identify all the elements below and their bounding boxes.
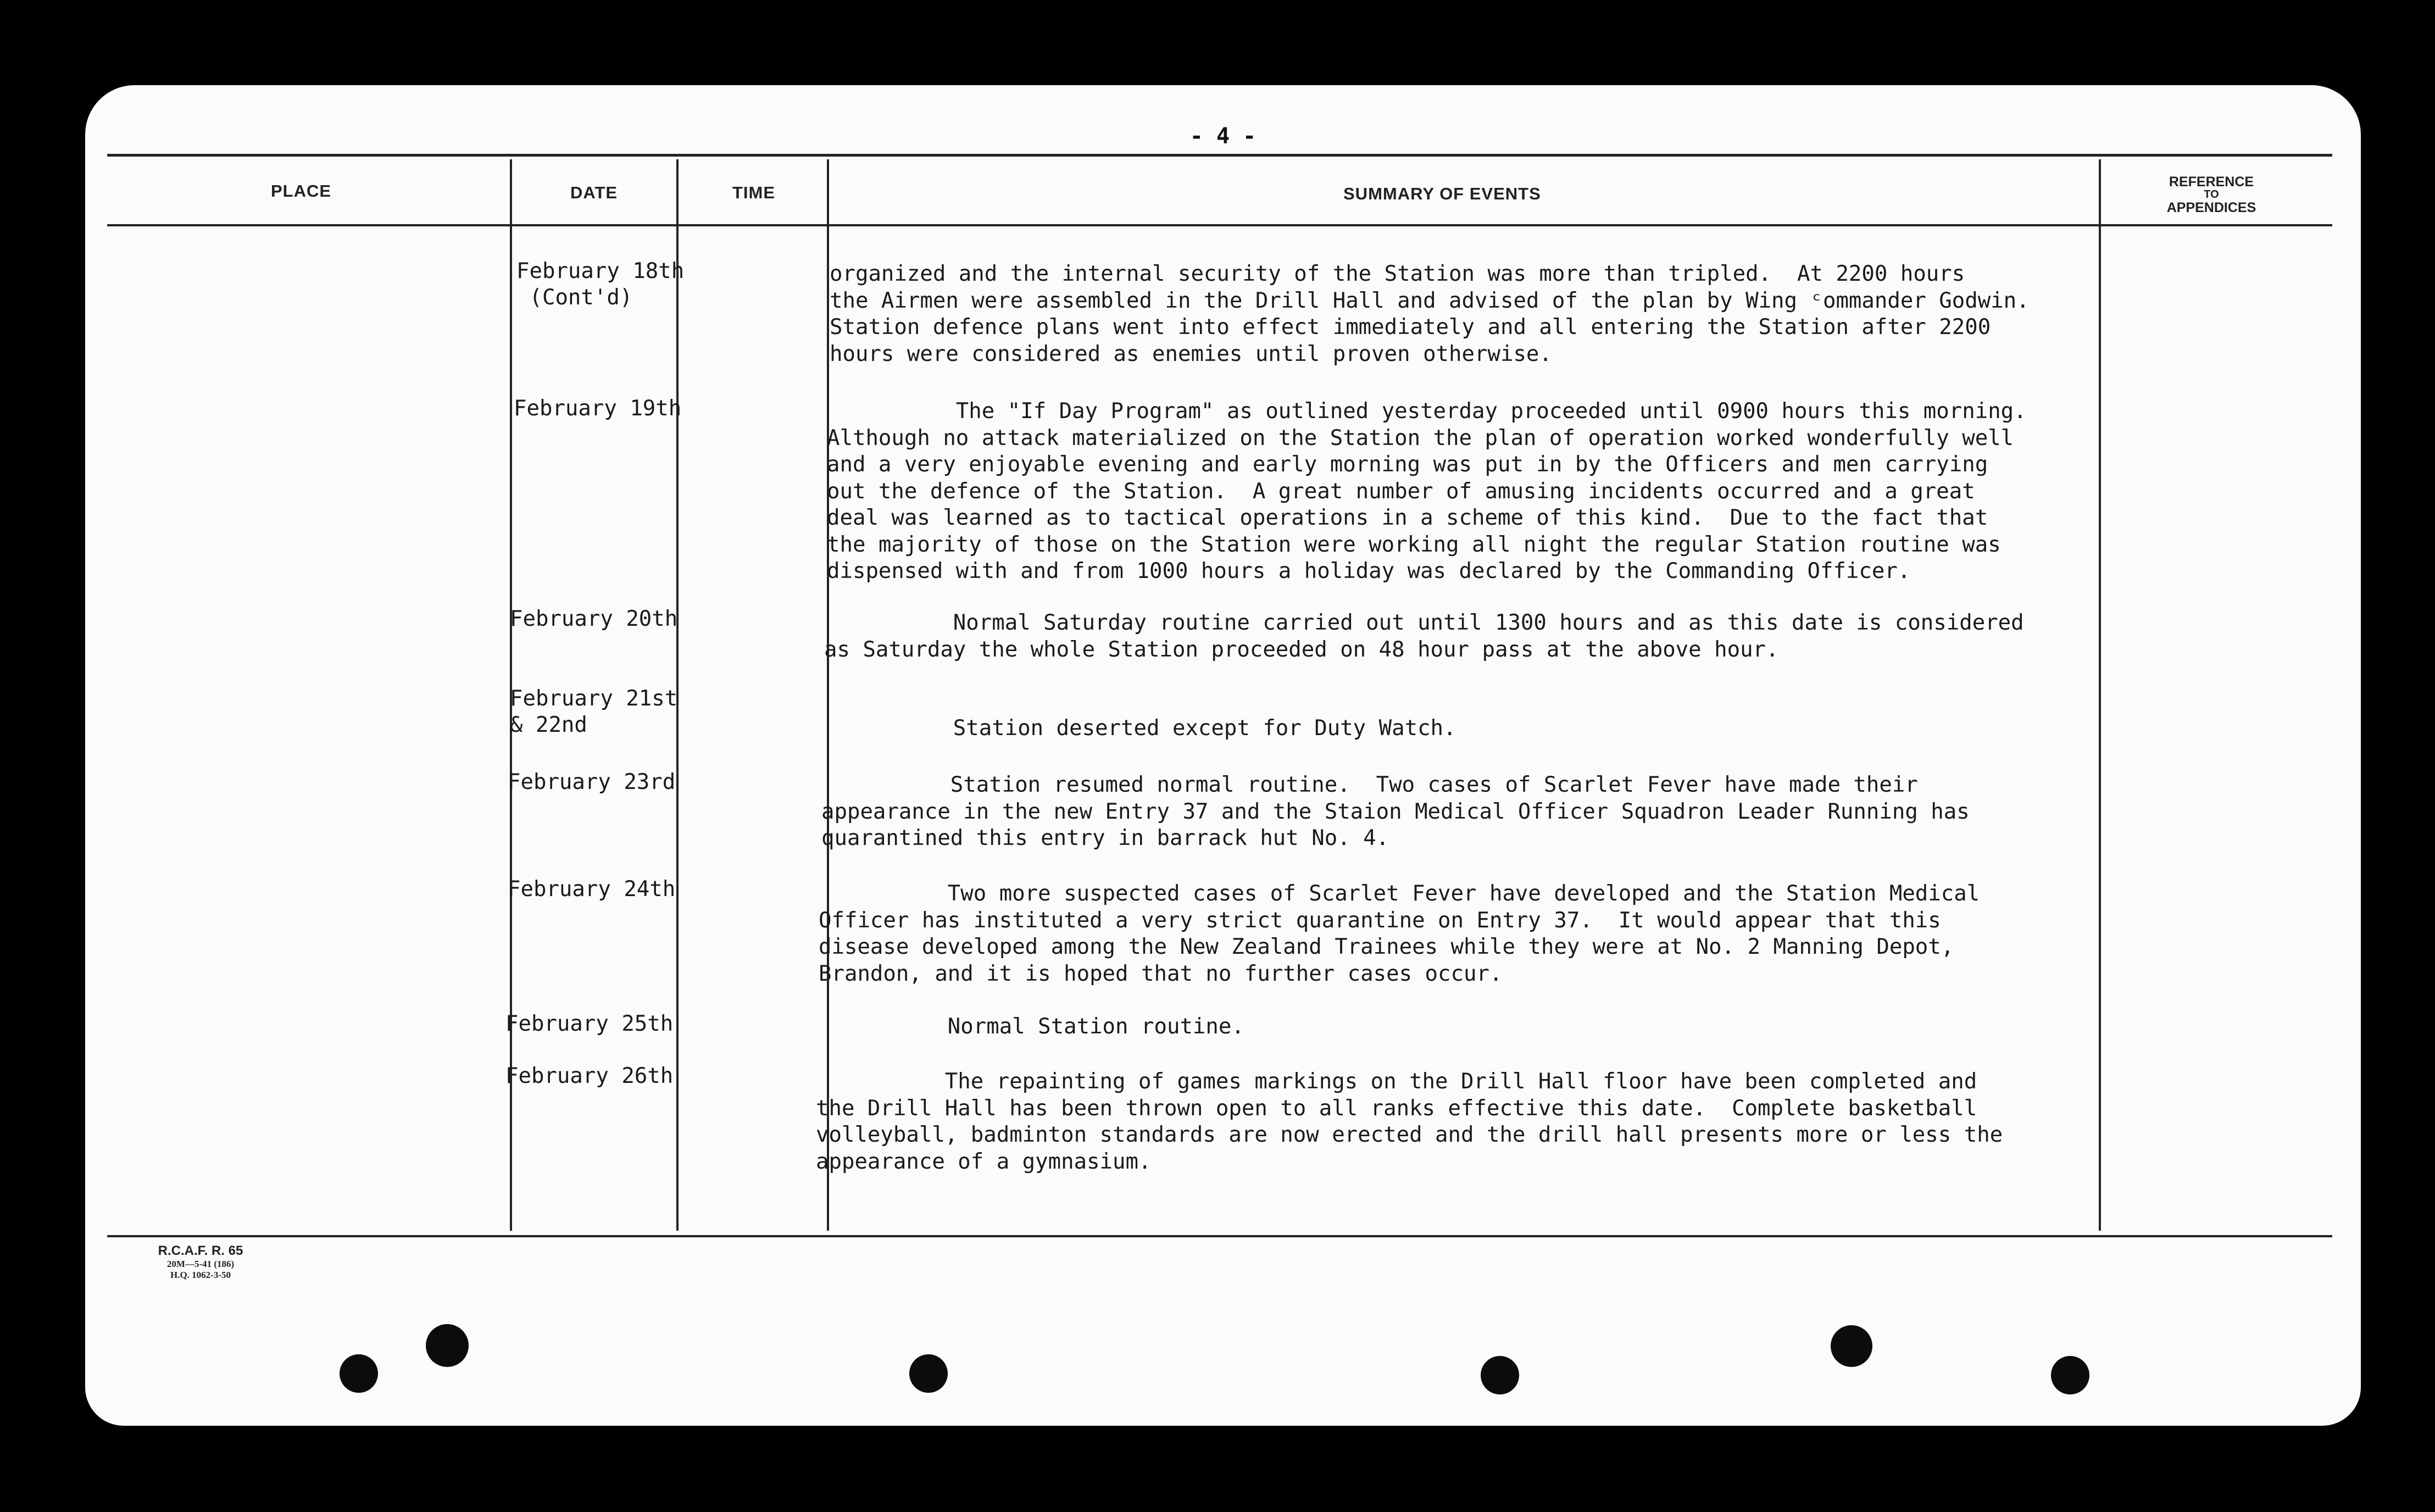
column-header-place: PLACE: [271, 181, 332, 201]
form-number: R.C.A.F. R. 65: [158, 1243, 243, 1258]
entry-summary: Station deserted except for Duty Watch.: [824, 716, 1456, 741]
column-header-reference: [2156, 175, 2266, 215]
entry-date: February 18th (Cont'd): [516, 259, 685, 310]
entry-date: February 21st & 22nd: [510, 686, 678, 737]
column-header-time: TIME: [732, 183, 776, 202]
entry-summary: Normal Station routine.: [819, 1014, 1244, 1039]
binder-hole: [340, 1354, 378, 1393]
footer-rule: [107, 1235, 2332, 1237]
column-header-summary: SUMMARY OF EVENTS: [1343, 184, 1541, 203]
form-reference: H.Q. 1062-3-50: [170, 1270, 231, 1280]
entry-summary: Station resumed normal routine. Two cases of Scarlet Fever have made their appearance in the new Entry 37 and the Staion Medical Officer Squadron Leader Running has quarantined this entry in barrack hut No. 4.: [821, 772, 1970, 850]
form-identifier: [137, 1243, 264, 1281]
page-number: - 4 -: [1189, 124, 1257, 149]
entry-date: February 25th: [505, 1011, 674, 1036]
reference-line-1: REFERENCE: [2169, 174, 2254, 190]
divider-summary-reference: [2099, 159, 2101, 1231]
entry-date: February 19th: [514, 396, 682, 421]
entry-summary: The repainting of games markings on the Drill Hall floor have been completed and the Drill Hall has been thrown open to all ranks effective this date. Complete basketball volleyball, badminton standards are now erected and the drill hall presents more or less the appearance of a gymnasium.: [816, 1069, 2003, 1174]
binder-hole: [909, 1354, 948, 1393]
reference-line-3: APPENDICES: [2166, 200, 2256, 216]
entry-summary: Two more suspected cases of Scarlet Fever have developed and the Station Medical Officer has instituted a very strict quarantine on Entry 37. It would appear that this disease developed among the New Zealand Trainees while they were at No. 2 Manning Depot, Brandon, and it is hoped that no further cases occur.: [819, 881, 1980, 986]
binder-hole: [1831, 1325, 1872, 1367]
entry-date: February 24th: [508, 877, 676, 902]
binder-hole: [426, 1324, 469, 1367]
header-bottom-rule: [107, 224, 2332, 226]
entry-date: February 26th: [505, 1064, 674, 1088]
binder-hole: [1481, 1356, 1519, 1394]
entry-summary: Normal Saturday routine carried out until 1300 hours and as this date is considered as Saturday the whole Station proceeded on 48 hour pass at the above hour.: [824, 610, 2024, 662]
entry-date: February 23rd: [508, 770, 676, 794]
entry-date: February 20th: [510, 607, 678, 631]
entry-summary: The "If Day Program" as outlined yesterday proceeded until 0900 hours this morning. Although no attack materialized on the Station the plan of operation worked wonderfully well and a very enjoyable evening and early morning was put in by the Officers and men carrying out the defence of the Station. A great number of amusing incidents occurred and a great deal was learned as to tactical operations in a scheme of this kind. Due to the fact that the majority of those on the Station were working all night the regular Station routine was dispensed with and from 1000 hours a holiday was declared by the Commanding Officer.: [827, 399, 2027, 583]
binder-hole: [2051, 1356, 2089, 1394]
entry-summary: organized and the internal security of the Station was more than tripled. At 2200 hours the Airmen were assembled in the Drill Hall and advised of the plan by Wing ᶜommander Godwin. Station defence plans went into effect immediately and all entering the Station after 2200 hours were considered as enemies until proven otherwise.: [830, 262, 2030, 366]
form-print-run: 20M—5-41 (186): [166, 1259, 235, 1269]
header-top-rule: [107, 154, 2332, 157]
column-header-date: DATE: [570, 183, 618, 202]
reference-line-2: TO: [2204, 188, 2219, 201]
diary-page: [85, 85, 2361, 1426]
